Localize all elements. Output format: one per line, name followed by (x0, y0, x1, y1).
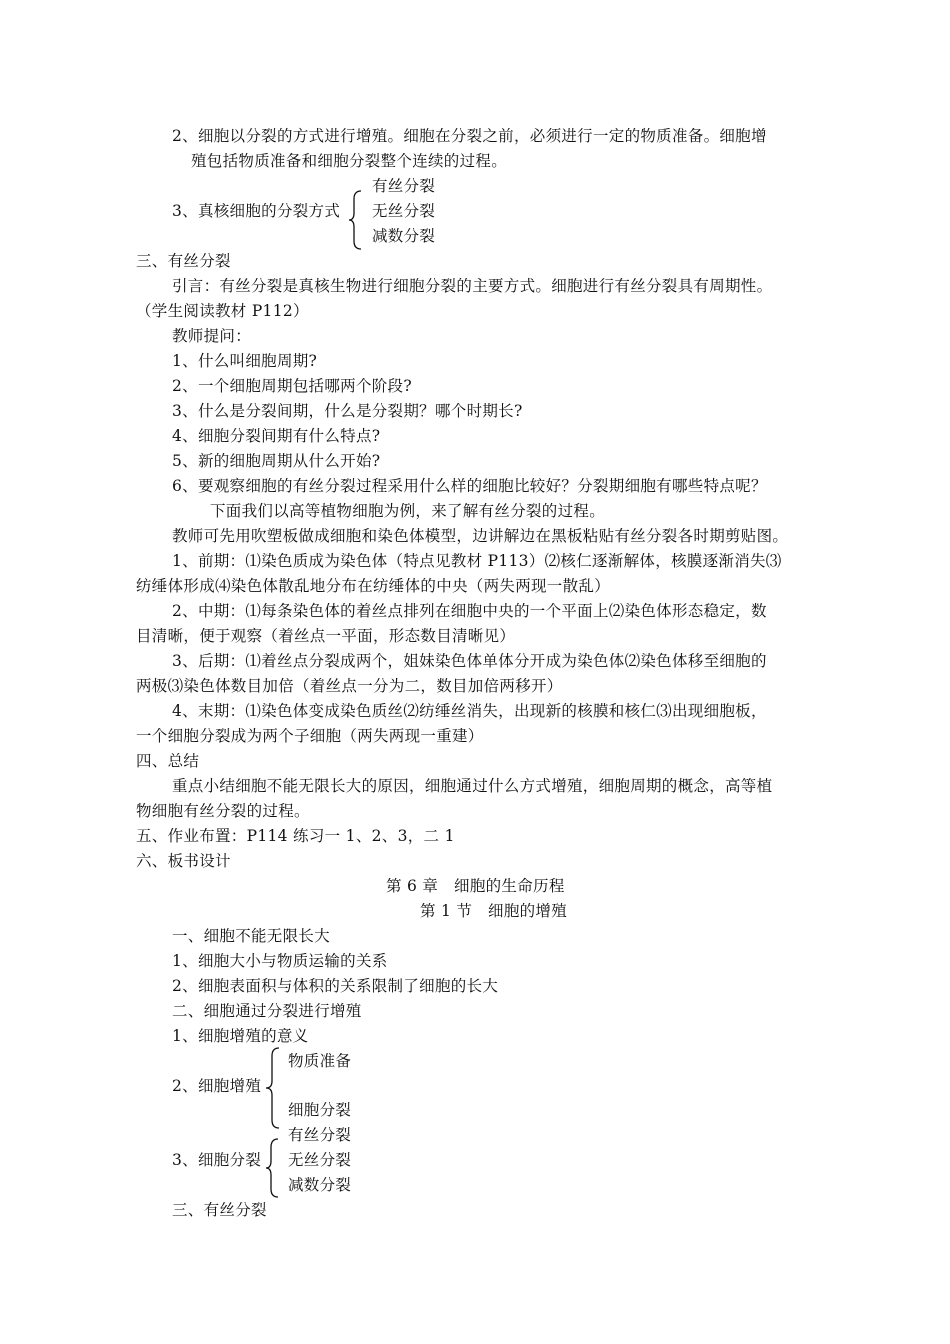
section-3-heading: 三、有丝分裂 (136, 252, 231, 270)
division-option-mitosis: 有丝分裂 (372, 177, 436, 195)
board-item-2: 二、细胞通过分裂进行增殖 (172, 1002, 362, 1020)
model-line: 教师可先用吹塑板做成细胞和染色体模型，边讲解边在黑板粘贴有丝分裂各时期剪贴图。 (172, 527, 789, 545)
prophase-line-2: 纺缍体形成⑷染色体散乱地分布在纺缍体的中央（两失两现一散乱） (136, 577, 611, 595)
question-2: 2、一个细胞周期包括哪两个阶段? (172, 377, 412, 395)
question-1: 1、什么叫细胞周期? (172, 352, 318, 370)
section-5-homework: 五、作业布置：P114 练习一 1、2、3，二 1 (136, 827, 455, 845)
board-item-1: 一、细胞不能无限长大 (172, 927, 331, 945)
board-proliferation-option-1: 物质准备 (288, 1052, 352, 1070)
p2-line-1: 2、细胞以分裂的方式进行增殖。细胞在分裂之前，必须进行一定的物质准备。细胞增 (172, 127, 767, 145)
chapter-title: 第 6 章 细胞的生命历程 (386, 877, 565, 895)
board-item-1-2: 2、细胞表面积与体积的关系限制了细胞的长大 (172, 977, 499, 995)
division-mode-label: 3、真核细胞的分裂方式 (172, 202, 341, 220)
telophase-line-2: 一个细胞分裂成为两个子细胞（两失两现一重建） (136, 727, 484, 745)
intro-line-2: （学生阅读教材 P112） (136, 302, 309, 320)
metaphase-line-2: 目清晰，便于观察（着丝点一平面，形态数目清晰见） (136, 627, 516, 645)
section-4-heading: 四、总结 (136, 752, 200, 770)
question-4: 4、细胞分裂间期有什么特点? (172, 427, 381, 445)
p2-line-2: 殖包括物质准备和细胞分裂整个连续的过程。 (191, 152, 508, 170)
question-3: 3、什么是分裂间期，什么是分裂期？哪个时期长? (172, 402, 523, 420)
metaphase-line-1: 2、中期：⑴每条染色体的着丝点排列在细胞中央的一个平面上⑵染色体形态稳定，数 (172, 602, 767, 620)
board-item-3: 三、有丝分裂 (172, 1201, 267, 1219)
anaphase-line-1: 3、后期：⑴着丝点分裂成两个，姐妹染色体单体分开成为染色体⑵染色体移至细胞的 (172, 652, 767, 670)
curly-brace-icon (264, 1137, 284, 1199)
curly-brace-icon (263, 1046, 285, 1130)
board-proliferation-label: 2、细胞增殖 (172, 1077, 262, 1095)
curly-brace-icon (347, 189, 367, 251)
anaphase-line-2: 两极⑶染色体数目加倍（着丝点一分为二，数目加倍两移开） (136, 677, 563, 695)
board-division-label: 3、细胞分裂 (172, 1151, 262, 1169)
question-5: 5、新的细胞周期从什么开始? (172, 452, 381, 470)
board-proliferation-option-2: 细胞分裂 (288, 1101, 352, 1119)
board-division-option-amitosis: 无丝分裂 (288, 1151, 352, 1169)
division-option-meiosis: 减数分裂 (372, 227, 436, 245)
transition-line: 下面我们以高等植物细胞为例，来了解有丝分裂的过程。 (210, 502, 606, 520)
question-6: 6、要观察细胞的有丝分裂过程采用什么样的细胞比较好？分裂期细胞有哪些特点呢？ (172, 477, 767, 495)
section-title: 第 1 节 细胞的增殖 (420, 902, 568, 920)
summary-line-2: 物细胞有丝分裂的过程。 (136, 802, 310, 820)
division-option-amitosis: 无丝分裂 (372, 202, 436, 220)
board-item-1-1: 1、细胞大小与物质运输的关系 (172, 952, 388, 970)
telophase-line-1: 4、末期：⑴染色体变成染色质丝⑵纺缍丝消失，出现新的核膜和核仁⑶出现细胞板， (172, 702, 767, 720)
section-6-heading: 六、板书设计 (136, 852, 231, 870)
board-division-option-mitosis: 有丝分裂 (288, 1126, 352, 1144)
summary-line-1: 重点小结细胞不能无限长大的原因，细胞通过什么方式增殖，细胞周期的概念，高等植 (172, 777, 773, 795)
teacher-question-heading: 教师提问： (172, 327, 252, 345)
prophase-line-1: 1、前期：⑴染色质成为染色体（特点见教材 P113）⑵核仁逐渐解体，核膜逐渐消失⑶ (172, 552, 782, 570)
board-item-2-1: 1、细胞增殖的意义 (172, 1027, 309, 1045)
board-division-option-meiosis: 减数分裂 (288, 1176, 352, 1194)
intro-line-1: 引言：有丝分裂是真核生物进行细胞分裂的主要方式。细胞进行有丝分裂具有周期性。 (172, 277, 773, 295)
